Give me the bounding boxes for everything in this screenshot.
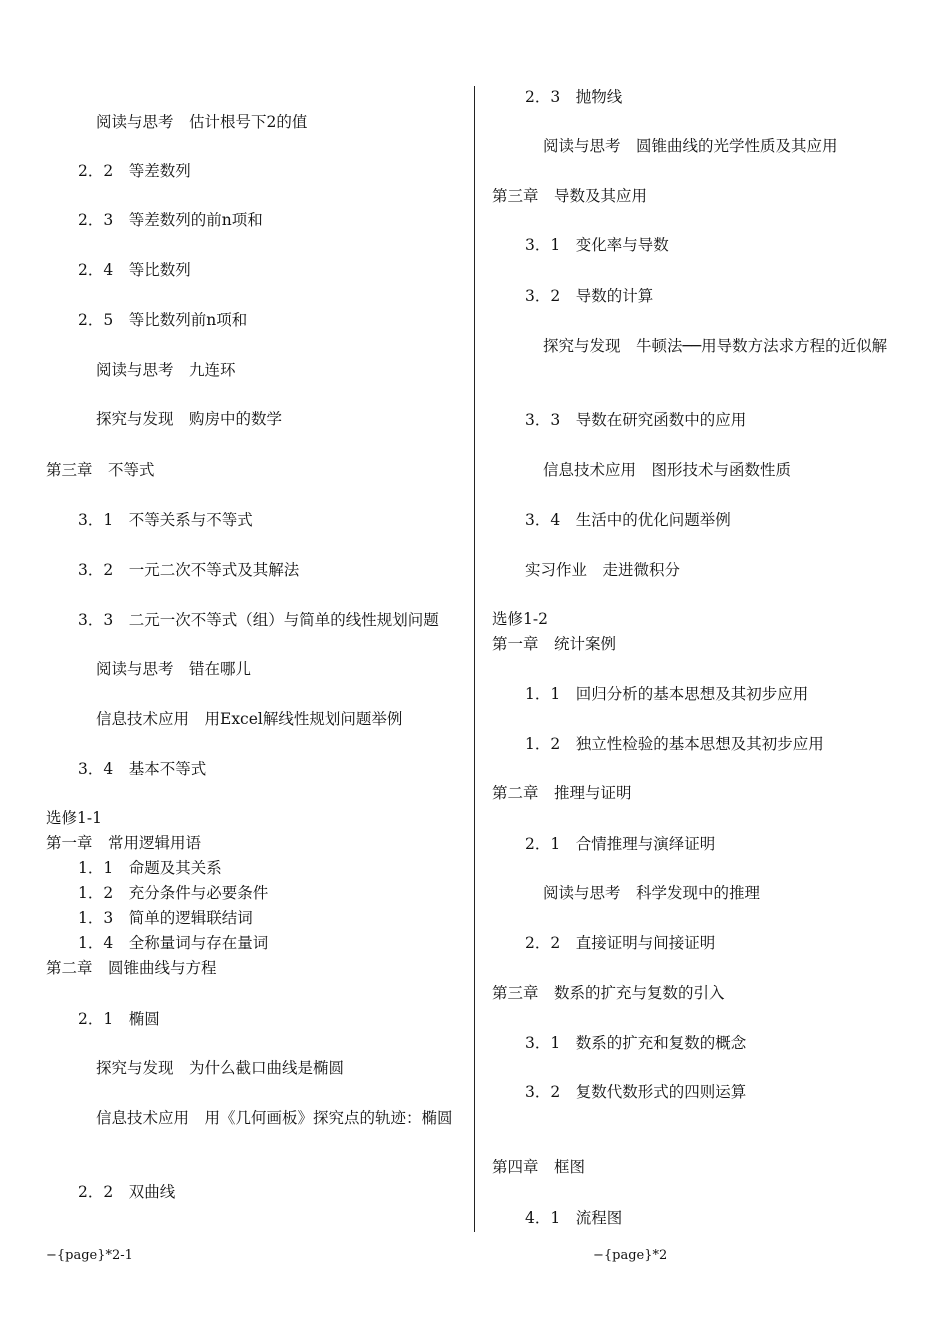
section-item: 1．2 充分条件与必要条件 (78, 884, 269, 902)
page-number-left: −{page}*2-1 (46, 1248, 133, 1263)
section-item: 3．1 变化率与导数 (525, 236, 669, 254)
chapter-heading: 第三章 不等式 (46, 461, 155, 479)
reading-item: 阅读与思考 九连环 (96, 361, 236, 379)
section-item: 3．3 二元一次不等式（组）与简单的线性规划问题 (78, 611, 439, 629)
chapter-heading: 第一章 常用逻辑用语 (46, 834, 202, 852)
chapter-heading: 第一章 统计案例 (492, 635, 617, 653)
section-item: 3．3 导数在研究函数中的应用 (525, 411, 747, 429)
section-item: 1．4 全称量词与存在量词 (78, 934, 269, 952)
elective-heading: 选修1-2 (492, 610, 548, 628)
reading-item: 阅读与思考 圆锥曲线的光学性质及其应用 (543, 137, 838, 155)
practice-item: 实习作业 走进微积分 (525, 561, 681, 579)
reading-item: 阅读与思考 估计根号下2的值 (96, 113, 308, 131)
explore-item: 探究与发现 为什么截口曲线是椭圆 (96, 1059, 345, 1077)
section-item: 2．3 抛物线 (525, 88, 623, 106)
section-item: 1．3 简单的逻辑联结词 (78, 909, 253, 927)
chapter-heading: 第三章 导数及其应用 (492, 187, 648, 205)
section-item: 2．1 椭圆 (78, 1010, 160, 1028)
section-item: 3．2 导数的计算 (525, 287, 654, 305)
section-item: 1．2 独立性检验的基本思想及其初步应用 (525, 735, 824, 753)
section-item: 2．4 等比数列 (78, 261, 191, 279)
section-item: 1．1 命题及其关系 (78, 859, 222, 877)
section-item: 2．2 双曲线 (78, 1183, 176, 1201)
chapter-heading: 第二章 圆锥曲线与方程 (46, 959, 217, 977)
it-application-item: 信息技术应用 图形技术与函数性质 (543, 461, 792, 479)
chapter-heading: 第三章 数系的扩充与复数的引入 (492, 984, 725, 1002)
it-application-item: 信息技术应用 用《几何画板》探究点的轨迹：椭圆 (96, 1109, 453, 1127)
column-divider (474, 86, 475, 1232)
section-item: 1．1 回归分析的基本思想及其初步应用 (525, 685, 809, 703)
reading-item: 阅读与思考 错在哪儿 (96, 660, 252, 678)
section-item: 4．1 流程图 (525, 1209, 623, 1227)
section-item: 2．1 合情推理与演绎证明 (525, 835, 716, 853)
section-item: 2．2 直接证明与间接证明 (525, 934, 716, 952)
section-item: 3．2 一元二次不等式及其解法 (78, 561, 300, 579)
explore-item: 探究与发现 牛顿法──用导数方法求方程的近似解 (543, 337, 888, 355)
chapter-heading: 第二章 推理与证明 (492, 784, 632, 802)
section-item: 3．4 生活中的优化问题举例 (525, 511, 731, 529)
section-item: 2．2 等差数列 (78, 162, 191, 180)
it-application-item: 信息技术应用 用Excel解线性规划问题举例 (96, 710, 403, 728)
chapter-heading: 第四章 框图 (492, 1158, 586, 1176)
explore-item: 探究与发现 购房中的数学 (96, 410, 283, 428)
elective-heading: 选修1-1 (46, 809, 102, 827)
page-number-right: −{page}*2 (593, 1248, 668, 1263)
section-item: 3．1 不等关系与不等式 (78, 511, 253, 529)
section-item: 2．5 等比数列前n项和 (78, 311, 248, 329)
section-item: 3．1 数系的扩充和复数的概念 (525, 1034, 747, 1052)
section-item: 2．3 等差数列的前n项和 (78, 211, 263, 229)
reading-item: 阅读与思考 科学发现中的推理 (543, 884, 761, 902)
section-item: 3．2 复数代数形式的四则运算 (525, 1083, 747, 1101)
section-item: 3．4 基本不等式 (78, 760, 207, 778)
